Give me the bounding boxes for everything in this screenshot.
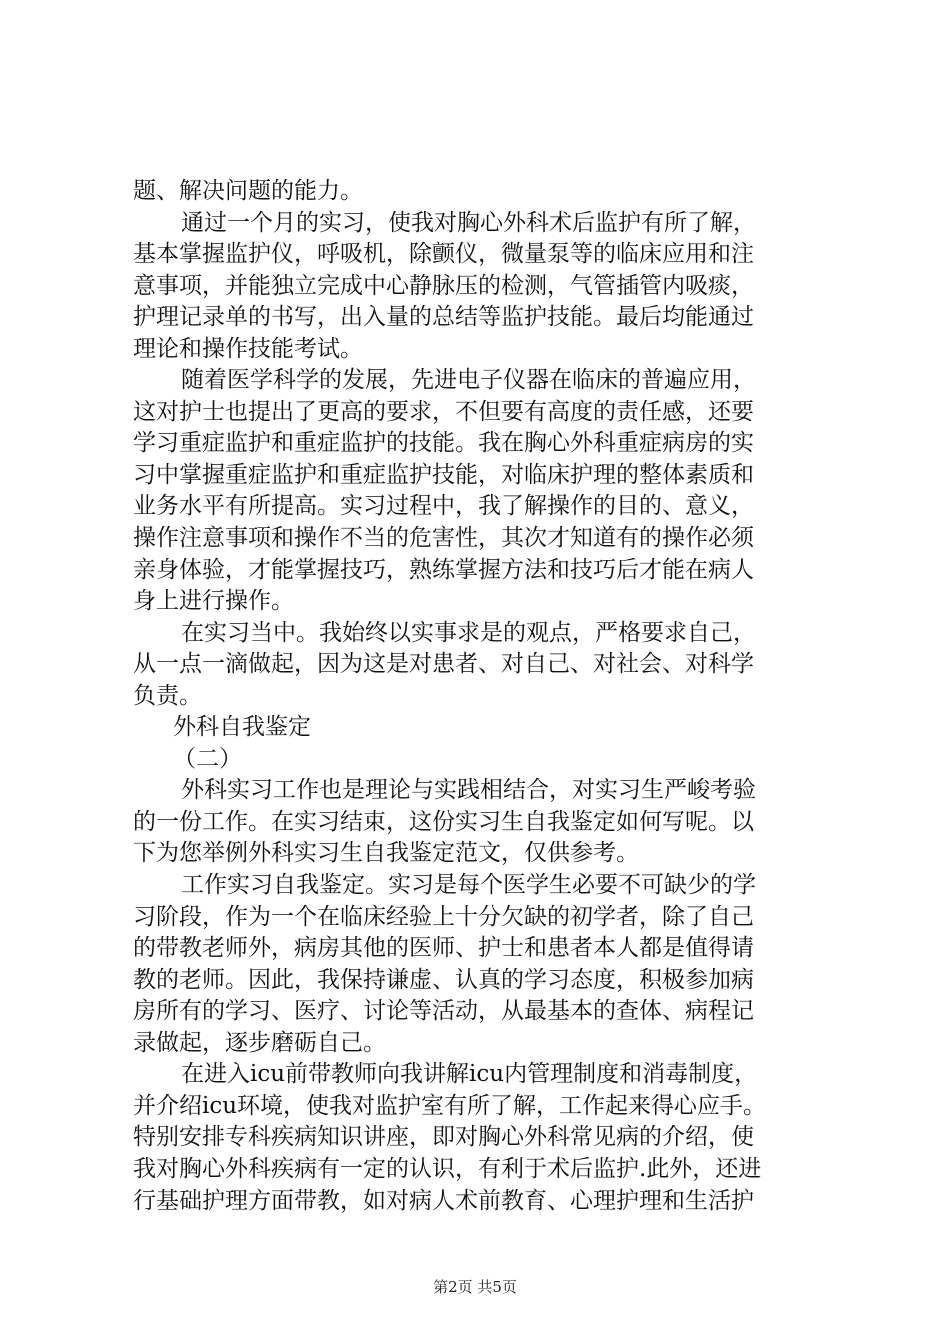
text-line: 这对护士也提出了更高的要求，不但要有高度的责任感，还要 (133, 398, 754, 425)
page-number-label: 第2页 共5页 (433, 1278, 517, 1296)
text-line: 的一份工作。在实习结束，这份实习生自我鉴定如何写呢。以 (133, 808, 754, 835)
text-line: 业务水平有所提高。实习过程中，我了解操作的目的、意义， (133, 493, 754, 520)
text-line: 教的老师。因此，我保持谦虚、认真的学习态度，积极参加病 (133, 966, 754, 993)
text-line: 理论和操作技能考试。 (133, 335, 363, 362)
text-line: 学习重症监护和重症监护的技能。我在胸心外科重症病房的实 (133, 430, 754, 457)
text-line: 身上进行操作。 (133, 588, 294, 615)
paragraph-start-line: 在进入icu前带教师向我讲解icu内管理制度和消毒制度， (181, 1061, 758, 1088)
paragraph-start-line: 在实习当中。我始终以实事求是的观点，严格要求自己， (181, 619, 756, 646)
text-line: 亲身体验，才能掌握技巧，熟练掌握方法和技巧后才能在病人 (133, 556, 754, 583)
text-line: 我对胸心外科疾病有一定的认识，有利于术后监护.此外，还进 (133, 1155, 762, 1182)
text-line: 护理记录单的书写，出入量的总结等监护技能。最后均能通过 (133, 304, 754, 331)
text-line: 的带教老师外，病房其他的医师、护士和患者本人都是值得请 (133, 935, 754, 962)
text-line: 操作注意事项和操作不当的危害性，其次才知道有的操作必须 (133, 525, 754, 552)
text-line: 习阶段，作为一个在临床经验上十分欠缺的初学者，除了自己 (133, 903, 754, 930)
text-line: 录做起，逐步磨砺自己。 (133, 1029, 386, 1056)
text-line: 房所有的学习、医疗、讨论等活动，从最基本的查体、病程记 (133, 998, 754, 1025)
paragraph-start-line: 随着医学科学的发展，先进电子仪器在临床的普遍应用， (181, 367, 756, 394)
paragraph-start-line: 通过一个月的实习，使我对胸心外科术后监护有所了解， (181, 209, 756, 236)
section-heading: 外科自我鉴定 (173, 714, 311, 741)
section-number: （二） (173, 745, 242, 772)
text-line: 题、解决问题的能力。 (133, 178, 363, 204)
paragraph-start-line: 工作实习自我鉴定。实习是每个医学生必要不可缺少的学 (181, 872, 756, 899)
text-line: 行基础护理方面带教，如对病人术前教育、心理护理和生活护 (133, 1187, 754, 1214)
text-line: 意事项，并能独立完成中心静脉压的检测，气管插管内吸痰， (133, 272, 754, 299)
text-line: 负责。 (133, 682, 202, 709)
text-line: 从一点一滴做起，因为这是对患者、对自己、对社会、对科学 (133, 651, 754, 678)
document-body (133, 176, 828, 1217)
text-line: 习中掌握重症监护和重症监护技能，对临床护理的整体素质和 (133, 461, 754, 488)
text-line: 特别安排专科疾病知识讲座，即对胸心外科常见病的介绍，使 (133, 1124, 754, 1151)
text-line: 并介绍icu环境，使我对监护室有所了解，工作起来得心应手。 (133, 1092, 767, 1119)
paragraph-start-line: 外科实习工作也是理论与实践相结合，对实习生严峻考验 (181, 777, 756, 804)
text-line: 基本掌握监护仪，呼吸机，除颤仪，微量泵等的临床应用和注 (133, 241, 754, 268)
page-footer (0, 1277, 950, 1297)
text-line: 下为您举例外科实习生自我鉴定范文，仅供参考。 (133, 840, 639, 867)
